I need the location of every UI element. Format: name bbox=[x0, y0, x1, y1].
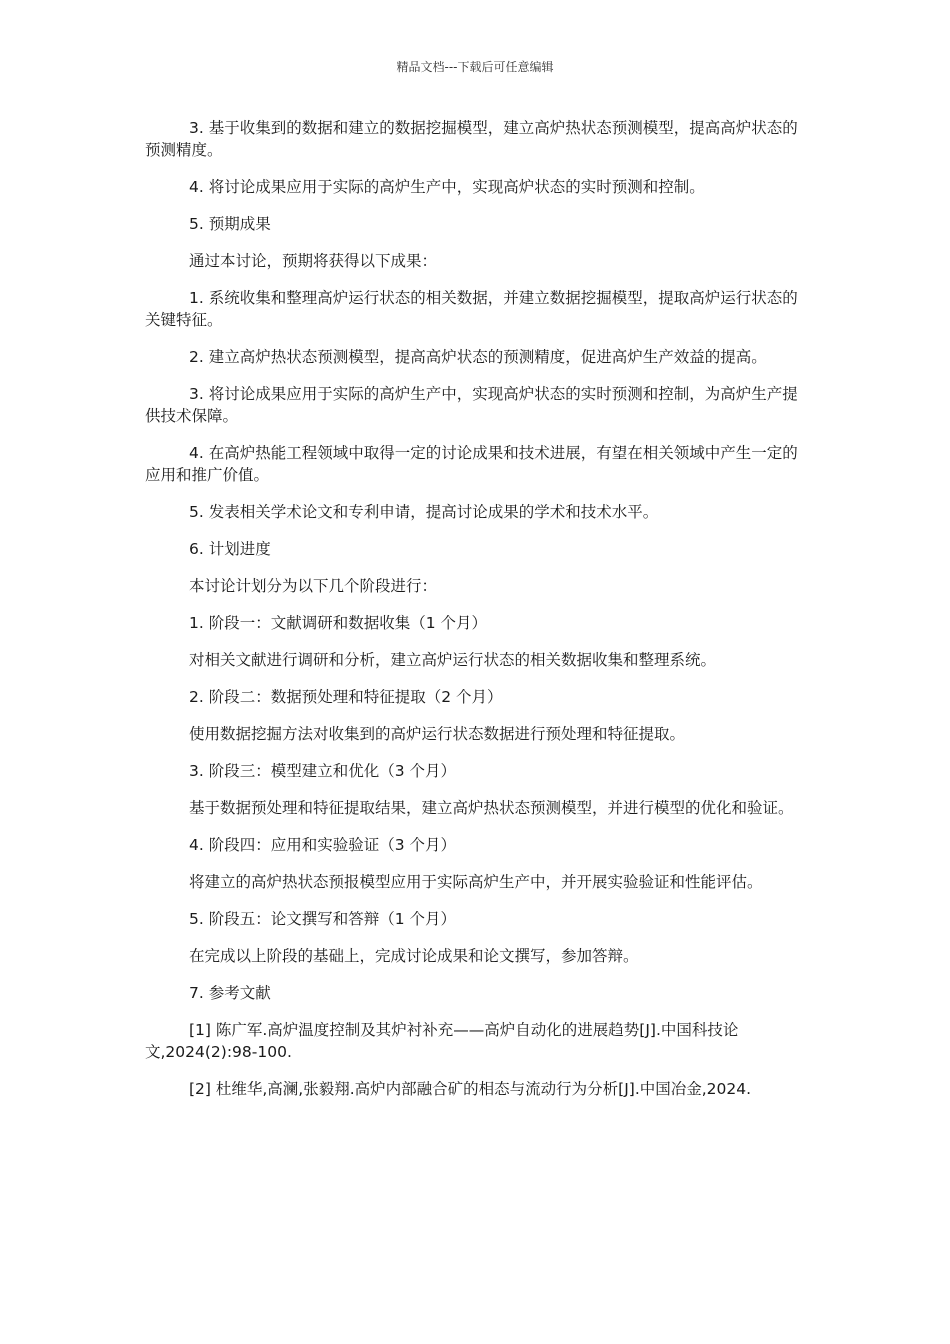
paragraph: 使用数据挖掘方法对收集到的高炉运行状态数据进行预处理和特征提取。 bbox=[189, 725, 686, 743]
paragraph: 对相关文献进行调研和分析，建立高炉运行状态的相关数据收集和整理系统。 bbox=[189, 651, 717, 669]
paragraph: 1. 系统收集和整理高炉运行状态的相关数据，并建立数据挖掘模型，提取高炉运行状态的关键特征。 bbox=[145, 289, 798, 329]
paragraph: 4. 将讨论成果应用于实际的高炉生产中，实现高炉状态的实时预测和控制。 bbox=[189, 178, 705, 196]
paragraph: 基于数据预处理和特征提取结果，建立高炉热状态预测模型，并进行模型的优化和验证。 bbox=[189, 799, 794, 817]
paragraph: 2. 建立高炉热状态预测模型，提高高炉状态的预测精度，促进高炉生产效益的提高。 bbox=[189, 348, 767, 366]
stage-heading: 2. 阶段二：数据预处理和特征提取（2 个月） bbox=[189, 688, 503, 706]
section-heading: 7. 参考文献 bbox=[189, 984, 271, 1002]
paragraph: 3. 将讨论成果应用于实际的高炉生产中，实现高炉状态的实时预测和控制，为高炉生产提供技术保障。 bbox=[145, 385, 798, 425]
paragraph: 4. 在高炉热能工程领域中取得一定的讨论成果和技术进展，有望在相关领域中产生一定的应用和推广价值。 bbox=[145, 444, 798, 484]
stage-heading: 5. 阶段五：论文撰写和答辩（1 个月） bbox=[189, 910, 457, 928]
stage-heading: 1. 阶段一：文献调研和数据收集（1 个月） bbox=[189, 614, 488, 632]
stage-heading: 4. 阶段四：应用和实验验证（3 个月） bbox=[189, 836, 457, 854]
section-heading: 5. 预期成果 bbox=[189, 215, 271, 233]
paragraph: 5. 发表相关学术论文和专利申请，提高讨论成果的学术和技术水平。 bbox=[189, 503, 659, 521]
page-header: 精品文档---下载后可任意编辑 bbox=[396, 60, 554, 74]
reference-item: [1] 陈广军.高炉温度控制及其炉衬补充——高炉自动化的进展趋势[J].中国科技论文,2024(2):98-100. bbox=[145, 1021, 739, 1061]
document-body bbox=[145, 117, 805, 1115]
stage-heading: 3. 阶段三：模型建立和优化（3 个月） bbox=[189, 762, 457, 780]
section-heading: 6. 计划进度 bbox=[189, 540, 271, 558]
paragraph: 通过本讨论，预期将获得以下成果： bbox=[189, 252, 438, 270]
paragraph: 3. 基于收集到的数据和建立的数据挖掘模型，建立高炉热状态预测模型，提高高炉状态的预测精度。 bbox=[145, 119, 798, 159]
paragraph: 本讨论计划分为以下几个阶段进行： bbox=[189, 577, 438, 595]
reference-item: [2] 杜维华,高澜,张毅翔.高炉内部融合矿的相态与流动行为分析[J].中国冶金,2024. bbox=[189, 1080, 752, 1098]
paragraph: 将建立的高炉热状态预报模型应用于实际高炉生产中，并开展实验验证和性能评估。 bbox=[189, 873, 763, 891]
paragraph: 在完成以上阶段的基础上，完成讨论成果和论文撰写，参加答辩。 bbox=[189, 947, 639, 965]
